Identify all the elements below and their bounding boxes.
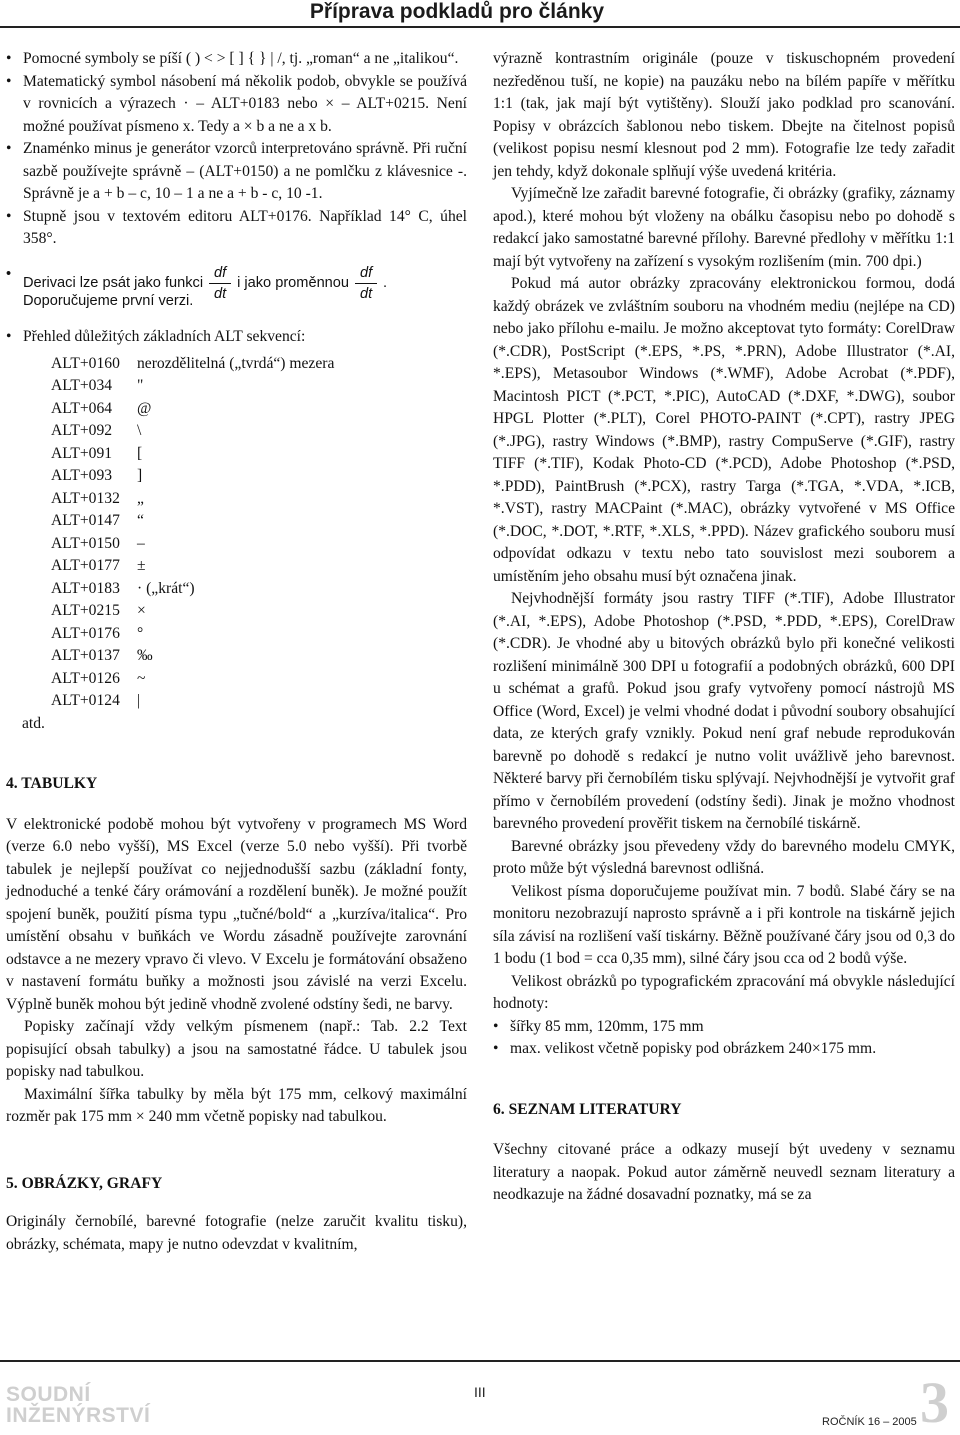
bullet-derivative: • Derivaci lze psát jako funkci $\frac{df}{dt}$ i jako proměnnou $\frac{df}{dt}$ . Doporučujeme první verzi.: [6, 263, 467, 313]
alt-row: [51, 488, 467, 511]
alt-code: ALT+092: [51, 422, 113, 439]
figures-paragraph-2: Vyjímečně lze zařadit barevné fotografie, či obrázky (grafiky, záznamy apod.), které mohou být vloženy na obálku časopisu nebo po dohodě s redakcí jako samostatné barevné přílohy. Barevné předlohy v měřítku 1:1 mají být vytvořeny na zařízení s vysokým rozlišením (min. 700 dpi.): [493, 185, 955, 270]
derivative-text-before: • Derivaci lze psát jako funkci: [23, 274, 204, 291]
alt-symbol: nerozdělitelná („tvrdá“) mezera: [137, 354, 335, 372]
section-5-heading: 5. OBRÁZKY, GRAFY: [6, 1174, 163, 1192]
figures-paragraph-5: Barevné obrázky jsou převedeny vždy do barevného modelu CMYK, proto může být výsledná barevnost odlišná.: [493, 837, 955, 877]
alt-sequence-list: [51, 353, 467, 713]
section-4-paragraph-1: V elektronické podobě mohou být vytvořeny v programech MS Word (verze 6.0 nebo vyšší), MS Excel (verze 5.0 nebo vyšší). Při tvorbě tabulek je nejlepší používat co nejjednodušší sazbu (základní fonty, jednoduché a tenké čáry orámování a rozdělení buněk). Je možné použít spojení buněk, použití písma typu „tučné/bold“ a „kurzíva/italica“. Pro umístění obsahu v buňkách ve Wordu zásadně používejte zarovnání odstavce a ne mezery vpravo či vlevo. V Excelu je formátování obsaženo v nastavení formátu buňky a možnosti jsou závislé na verzi Excelu. Výplně buněk mohou být jedině vhodně zvolené odstíny šedi, ne barvy.: [6, 815, 467, 1013]
section-4-heading: 4. TABULKY: [6, 775, 98, 792]
section-4-paragraph-3: Maximální šířka tabulky by měla být 175 mm, celkový maximální rozměr pak 175 mm × 240 mm včetně popisky nad tabulkou.: [6, 1085, 467, 1125]
figures-paragraph-4: Nejvhodnější formáty jsou rastry TIFF (*.TIF), Adobe Illustrator (*.AI, *.EPS), Adobe Photoshop (*.PSD, *.PDD, *.EPS), CorelDraw (*.CDR). Je vhodné aby u bitových obrázků bylo při konečné velikosti rozlišení minimálně 300 DPI u fotografií a podobných obrázků, 600 DPI u schémat a grafů. Pokud jsou grafy vytvořeny pomocí nástrojů MS Office (Word, Excel) je velmi vhodné dodat i původní soubory obsahující data, ze kterých grafy vznikly. Pokud není graf nebude reprodukován barevně po dohodě s redakcí je nutno volit uvážlivě jeho barevnost. Některé barvy při černobílém tisku splývají. Nejvhodnější je vytvořit graf přímo v černobílém provedení (odstíny šedi). Jinak je možno vhodnost barevného provedení prověřit tiskem na černobílé tiskárně.: [493, 590, 955, 832]
alt-row: [51, 398, 467, 421]
figures-paragraph-3: Pokud má autor obrázky zpracovány elektronickou formou, dodá každý obrázek ve zvláštním souboru na vhodném mediu (nejlépe na CD) nebo jako přílohu e-mailu. Je možno akceptovat tyto formáty: CorelDraw (*.CDR), PostScript (*.EPS, *.PS, *.PRN), Adobe Illustrator (*.AI, *.EPS), Metasoubor Windows (*.WMF), Adobe Acrobat (*.PDF), Macintosh PICT (*.PCT, *.PIC), AutoCAD (*.DXF, *.DWG), soubor HPGL Plotter (*.PLT), Corel PHOTO-PAINT (*.CPT), rastry JPEG (*.JPG), rastry Windows (*.BMP), rastry CompuServe (*.GIF), rastry TIFF (*.TIF), Kodak Photo-CD (*.PCD), Adobe Photoshop (*.PSD, *.PDD), PaintBrush (*.PCX), rastry Targa (*.TGA, *.VDA, *.ICB, *.VST), rastry MACPaint (*.MAC), obrázky vytvořené v MS Office (*.DOC, *.DOT, *.RTF, *.XLS, *.PPD). Název grafického souboru musí odpovídat odkazu v textu nebo tato souvislost mezi souborem a umístěním jeho obsahu musí být označena jinak.: [493, 275, 955, 585]
bullet-degrees: • Stupně jsou v textovém editoru ALT+0176. Například 14° C, úhel 358°.: [6, 206, 467, 251]
section-4-paragraph-2: Popisky začínají vždy velkým písmenem (např.: Tab. 2.2 Text popisující obsah tabulky) a jsou na samostatné řádce. U tabulek jsou popisky nad tabulkou.: [6, 1018, 467, 1080]
alt-row: [51, 645, 467, 668]
alt-row: [51, 375, 467, 398]
alt-row: [51, 533, 467, 556]
alt-code: ALT+0177: [51, 557, 120, 574]
alt-code: ALT+0124: [51, 692, 120, 709]
alt-row: [51, 465, 467, 488]
size-bullet-max: • max. velikost včetně popisky pod obrázkem 240×175 mm.: [493, 1038, 955, 1061]
fraction-numerator: df: [213, 264, 227, 281]
page-number: III: [474, 1384, 486, 1400]
fraction-df-dt-1: [209, 263, 231, 304]
alt-symbol: “: [137, 512, 144, 529]
bullet-alt-intro: • Přehled důležitých základních ALT sekvencí:: [6, 326, 467, 349]
header-rule: [0, 26, 960, 28]
alt-code: ALT+0183: [51, 579, 120, 597]
bullet-multiplication: • Matematický symbol násobení má několik podob, obvykle se používá v rovnicích a výrazech · – ALT+0183 nebo × – ALT+0215. Není možné používat písmeno x. Tedy a × b a ne a x b.: [6, 71, 467, 139]
alt-symbol: ]: [137, 467, 143, 484]
alt-symbol: ±: [137, 557, 146, 574]
alt-code: ALT+0137: [51, 647, 120, 664]
alt-symbol: ‰: [137, 647, 153, 664]
alt-code: ALT+0215: [51, 602, 120, 619]
alt-symbol: ×: [137, 602, 146, 619]
volume-year: ROČNÍK 16 – 2005: [822, 1416, 917, 1428]
alt-symbol: [: [137, 444, 143, 462]
alt-code: ALT+0132: [51, 489, 120, 507]
fraction-denominator: dt: [213, 285, 227, 302]
fraction-numerator: df: [359, 264, 373, 281]
alt-row: [51, 668, 467, 691]
section-6-paragraph-1: Všechny citované práce a odkazy musejí být uvedeny v seznamu literatury a naopak. Pokud autor záměrně neuvedl seznam literatury a neodkazuje na žádné dosavadní poznatky, má se za: [493, 1141, 955, 1203]
atd-text: atd.: [22, 714, 45, 732]
alt-code: ALT+034: [51, 377, 113, 394]
figures-paragraph-6: Velikost písma doporučujeme používat min. 7 bodů. Slabé čáry se na monitoru nezobrazují naprosto správně a i při kontrole na tiskárně jejich síla závisí na rozlišení vaší tiskárny. Běžně používané čáry jsou od 0,3 do 1 bodu (1 bod = cca 0,35 mm), silné čáry jsou cca od 2 bodů výše.: [493, 882, 955, 967]
bullet-minus: • Znaménko minus je generátor vzorců interpretováno správně. Při ruční sazbě používejte správně – (ALT+0150) a ne pomlčku z klávesnice -. Správně je a + b – c, 10 – 1 a ne a + b - c, 10 -1.: [6, 138, 467, 206]
alt-row: [51, 600, 467, 623]
figures-paragraph-7: Velikost obrázků po typografickém zpracování má obvykle následující hodnoty:: [493, 972, 955, 1012]
alt-row: [51, 420, 467, 443]
alt-code: ALT+093: [51, 467, 113, 484]
fraction-denominator: dt: [359, 285, 373, 302]
alt-row: [51, 623, 467, 646]
alt-code: ALT+0176: [51, 624, 120, 642]
alt-symbol: ": [137, 377, 144, 394]
size-bullet-widths: • šířky 85 mm, 120mm, 175 mm: [493, 1016, 955, 1039]
fraction-df-dt-2: [355, 263, 377, 304]
page-header-title: Příprava podkladů pro články: [309, 0, 604, 23]
alt-symbol: \: [137, 422, 142, 439]
derivative-text-mid: i jako proměnnou: [237, 274, 350, 291]
figures-paragraph-1: výrazně kontrastním originále (pouze v tiskuschopném provedení nezředěnou tuší, ne kopie) na pauzáku nebo na bílém papíře v měřítku 1:1 (tak, jak mají být vytištěny). Slouží jako podklad pro scanování. Popisy v obrázcích šablonou nebo tiskem. Dbejte na čitelnost popisů (velikost popisu nesmí klesnout pod 2 mm). Fotografie lze tedy zařadit jen tehdy, když dokonale splňují výše uvedená kritéria.: [493, 50, 955, 180]
alt-row: [51, 353, 467, 376]
alt-symbol: @: [137, 399, 152, 417]
alt-code: ALT+091: [51, 444, 113, 462]
alt-code: ALT+0126: [51, 669, 120, 687]
logo-line-1: SOUDNÍ: [6, 1383, 91, 1406]
left-column: [6, 48, 467, 1256]
right-column: [493, 48, 955, 1207]
section-5-paragraph-1: Originály černobílé, barevné fotografie (nelze zaručit kvalitu tisku), obrázky, schémata, mapy je nutno odevzdat v kvalitním,: [6, 1213, 467, 1253]
section-6-heading: 6. SEZNAM LITERATURY: [493, 1100, 682, 1118]
journal-logo: [6, 1384, 150, 1426]
alt-row: [51, 510, 467, 533]
alt-symbol: · („krát“): [137, 579, 195, 597]
alt-code: ALT+0160: [51, 354, 120, 372]
alt-symbol: ~: [137, 669, 146, 687]
alt-row: [51, 578, 467, 601]
bullet-symbols: • Pomocné symboly se píší ( ) < > [ ] { } | /, tj. „roman“ a ne „italikou“.: [6, 48, 467, 71]
alt-row: [51, 690, 467, 713]
logo-line-2: INŽENÝRSTVÍ: [6, 1404, 151, 1427]
alt-symbol: „: [137, 489, 144, 507]
derivative-text-after: Doporučujeme první verzi.: [23, 292, 194, 309]
alt-code: ALT+0147: [51, 512, 120, 529]
alt-symbol: |: [137, 692, 141, 709]
alt-symbol: –: [137, 534, 145, 552]
alt-code: ALT+0150: [51, 534, 120, 552]
alt-row: [51, 443, 467, 466]
alt-row: [51, 555, 467, 578]
footer-rule: [0, 1360, 960, 1362]
issue-number: 3: [920, 1370, 949, 1435]
alt-symbol: °: [137, 624, 144, 642]
alt-code: ALT+064: [51, 399, 113, 417]
